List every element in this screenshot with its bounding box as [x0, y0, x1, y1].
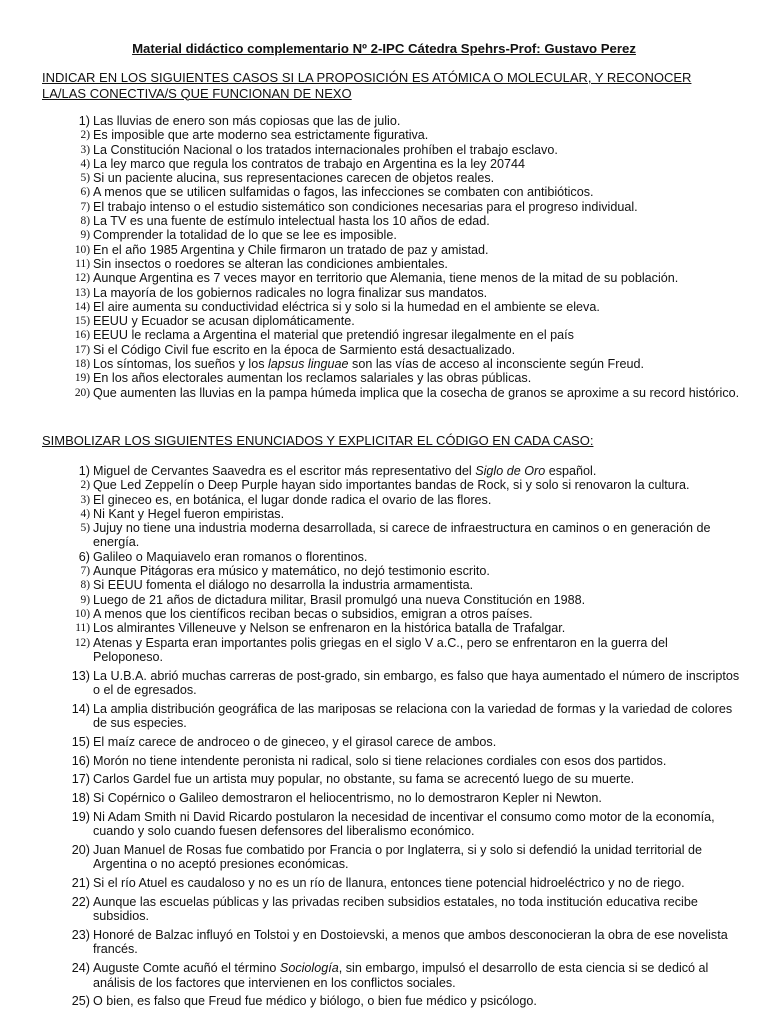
item-number: 13)	[71, 668, 90, 683]
section1-item	[0, 243, 768, 257]
item-text: Los síntomas, los sueños y los lapsus linguae son las vías de acceso al inconsciente según Freud.	[93, 357, 644, 372]
item-number: 15)	[71, 734, 90, 749]
item-number: 15)	[74, 315, 90, 328]
section1-item	[0, 214, 768, 228]
item-number: 8)	[80, 579, 90, 592]
section1-item	[0, 157, 768, 171]
item-text: La mayoría de los gobiernos radicales no logra finalizar sus mandatos.	[93, 285, 488, 300]
item-text: Si Copérnico o Galileo demostraron el heliocentrismo, no lo demostraron Kepler ni Newton.	[93, 791, 602, 806]
item-text: A menos que los científicos reciban becas o subsidios, emigran a otros países.	[93, 606, 533, 621]
section1-item	[0, 286, 768, 300]
item-text: Es imposible que arte moderno sea estrictamente figurativa.	[93, 128, 429, 143]
item-text: Carlos Gardel fue un artista muy popular, no obstante, su fama se acrecentó luego de su muerte.	[93, 772, 635, 787]
section1-item	[0, 357, 768, 371]
section1-item	[0, 300, 768, 314]
section2-item	[0, 478, 768, 492]
section1-item	[0, 343, 768, 357]
section2-item	[0, 669, 768, 698]
section1-item	[0, 200, 768, 214]
section1-item	[0, 114, 768, 128]
document-title: Material didáctico complementario Nº 2-IPC Cátedra Spehrs-Prof: Gustavo Perez	[132, 41, 636, 56]
item-text: Ni Kant y Hegel fueron empiristas.	[93, 506, 285, 521]
item-text: Aunque Argentina es 7 veces mayor en territorio que Alemania, tiene menos de la mitad de su población.	[93, 271, 679, 286]
item-text: El aire aumenta su conductividad eléctrica si y solo si la humedad en el ambiente se eleva.	[93, 299, 600, 314]
section2-item	[0, 843, 768, 872]
item-text: A menos que se utilicen sulfamidas o fagos, las infecciones se combaten con antibióticos.	[93, 185, 594, 200]
item-number: 13)	[74, 286, 90, 299]
section2-item	[0, 754, 768, 768]
item-text: En los años electorales aumentan los reclamos salariales y las obras públicas.	[93, 371, 532, 386]
section2-item	[0, 521, 768, 550]
item-text: Galileo o Maquiavelo eran romanos o florentinos.	[93, 549, 368, 564]
item-number: 11)	[75, 257, 90, 270]
italic-term: Siglo de Oro	[475, 464, 546, 478]
item-text: Luego de 21 años de dictadura militar, Brasil promulgó una nueva Constitución en 1988.	[93, 592, 586, 607]
item-text: Aunque las escuelas públicas y las privadas reciben subsidios estatales, no toda institución educativa recibe subsidios.	[93, 895, 698, 924]
item-number: 10)	[74, 243, 90, 256]
item-text: La amplia distribución geográfica de las mariposas se relaciona con la variedad de formas y la variedad de colores de sus especies.	[93, 701, 733, 731]
section1-item	[0, 143, 768, 157]
item-text: El maíz carece de androceo o de gineceo, y el girasol carece de ambos.	[93, 734, 497, 749]
item-number: 25)	[71, 994, 90, 1009]
section2-item	[0, 493, 768, 507]
item-number: 23)	[71, 928, 90, 943]
item-text: La U.B.A. abrió muchas carreras de post-grado, sin embargo, es falso que haya aumentado el número de inscriptos o el de egresados.	[93, 668, 740, 697]
section2-item	[0, 735, 768, 749]
item-number: 18)	[74, 358, 90, 371]
item-text: La ley marco que regula los contratos de trabajo en Argentina es la ley 20744	[93, 156, 525, 171]
section2-item	[0, 702, 768, 731]
item-number: 9)	[80, 593, 90, 606]
item-number: 17)	[74, 343, 90, 356]
item-number: 5)	[80, 172, 90, 185]
item-text: Comprender la totalidad de lo que se lee es imposible.	[93, 228, 397, 243]
item-text: Las lluvias de enero son más copiosas que las de julio.	[93, 114, 401, 128]
item-text: Atenas y Esparta eran importantes polis griegas en el siglo V a.C., pero se enfrentaron en la guerra del Peloponeso.	[93, 635, 668, 664]
section2-item	[0, 507, 768, 521]
section1-item	[0, 386, 768, 400]
section1-list	[0, 114, 768, 400]
section2-item	[0, 961, 768, 990]
item-number: 10)	[74, 607, 90, 620]
item-number: 1)	[78, 464, 90, 478]
section1-item	[0, 271, 768, 285]
section1-item	[0, 257, 768, 271]
section2-item	[0, 550, 768, 564]
item-text: Miguel de Cervantes Saavedra es el escritor más representativo del Siglo de Oro español.	[93, 464, 597, 478]
item-text: Que aumenten las lluvias en la pampa húmeda implica que la cosecha de granos se aproxime a su record histórico.	[93, 385, 740, 400]
item-number: 24)	[71, 961, 90, 976]
section1-item	[0, 314, 768, 328]
item-text: Los almirantes Villeneuve y Nelson se enfrenaron en la histórica batalla de Trafalgar.	[93, 621, 566, 636]
section2-item	[0, 578, 768, 592]
item-text: O bien, es falso que Freud fue médico y biólogo, o bien fue médico y psicólogo.	[93, 994, 537, 1009]
section2-item	[0, 994, 768, 1008]
section2-item	[0, 593, 768, 607]
item-number: 7)	[80, 200, 90, 213]
section2-item	[0, 876, 768, 890]
section2-item	[0, 928, 768, 957]
section2-list	[0, 464, 768, 1013]
spacer	[0, 1009, 768, 1014]
item-text: Jujuy no tiene una industria moderna desarrollada, si carece de infraestructura en caminos o en generación de energía.	[93, 521, 711, 550]
item-number: 22)	[71, 895, 90, 910]
item-number: 2)	[80, 129, 90, 142]
section2-item	[0, 636, 768, 665]
section2-item	[0, 791, 768, 805]
item-number: 17)	[71, 772, 90, 787]
item-text: Sin insectos o roedores se alteran las condiciones ambientales.	[93, 256, 448, 271]
item-number: 12)	[74, 636, 90, 649]
item-text: Ni Adam Smith ni David Ricardo postularon la necesidad de incentivar el consumo como motor de la economía, cuando y solo cuando fuesen defensores del liberalismo económico.	[93, 810, 715, 839]
item-text: La TV es una fuente de estímulo intelectual hasta los 10 años de edad.	[93, 214, 490, 229]
item-number: 6)	[78, 549, 90, 564]
item-number: 20)	[71, 843, 90, 858]
section2-item	[0, 810, 768, 839]
section1-item	[0, 228, 768, 242]
item-number: 18)	[71, 791, 90, 806]
section1-item	[0, 328, 768, 342]
item-number: 20)	[74, 386, 90, 399]
item-number: 3)	[80, 143, 90, 156]
item-number: 4)	[80, 507, 90, 520]
item-number: 14)	[71, 701, 90, 716]
item-text: EEUU y Ecuador se acusan diplomáticamente.	[93, 314, 355, 329]
item-number: 7)	[80, 565, 90, 578]
item-text: La Constitución Nacional o los tratados internacionales prohíben el trabajo esclavo.	[93, 142, 558, 157]
item-text: En el año 1985 Argentina y Chile firmaron un tratado de paz y amistad.	[93, 242, 489, 257]
section2-item	[0, 772, 768, 786]
item-text: Si el río Atuel es caudaloso y no es un río de llanura, entonces tiene potencial hidroeléctrico y no de riego.	[93, 876, 685, 891]
item-number: 14)	[74, 300, 90, 313]
section2-item	[0, 464, 768, 478]
item-number: 6)	[80, 186, 90, 199]
section1-item	[0, 185, 768, 199]
item-text: Si el Código Civil fue escrito en la época de Sarmiento está desactualizado.	[93, 342, 516, 357]
item-number: 11)	[75, 622, 90, 635]
item-number: 9)	[80, 229, 90, 242]
item-number: 16)	[74, 329, 90, 342]
item-text: El gineceo es, en botánica, el lugar donde radica el ovario de las flores.	[93, 492, 492, 507]
item-text: Aunque Pitágoras era músico y matemático, no dejó testimonio escrito.	[93, 564, 490, 579]
section1-item	[0, 371, 768, 385]
section2-item	[0, 895, 768, 924]
item-text: Que Led Zeppelín o Deep Purple hayan sido importantes bandas de Rock, si y solo si renovaron la cultura.	[93, 478, 690, 493]
section1-item	[0, 171, 768, 185]
item-text: Morón no tiene intendente peronista ni radical, solo si tiene relaciones cordiales con esos dos partidos.	[93, 753, 667, 768]
item-number: 19)	[71, 810, 90, 825]
section2-item	[0, 621, 768, 635]
section1-heading: INDICAR EN LOS SIGUIENTES CASOS SI LA PROPOSICIÓN ES ATÓMICA O MOLECULAR, Y RECONOCER LA/LAS CONECTIVA/S QUE FUNCIONAN DE NEXO	[42, 70, 692, 101]
section2-item	[0, 607, 768, 621]
section1-item	[0, 128, 768, 142]
item-number: 5)	[80, 522, 90, 535]
item-number: 16)	[71, 753, 90, 768]
item-number: 4)	[80, 157, 90, 170]
item-text: Si un paciente alucina, sus representaciones carecen de objetos reales.	[93, 171, 495, 186]
item-text: Juan Manuel de Rosas fue combatido por Francia o por Inglaterra, si y solo si defendió la unidad territorial de Argentina o no aceptó presiones económicas.	[93, 843, 703, 872]
item-text: El trabajo intenso o el estudio sistemático son condiciones necesarias para el progreso individual.	[93, 199, 638, 214]
item-text: Honoré de Balzac influyó en Tolstoi y en Dostoievski, a menos que ambos desconocieran la obra de ese novelista francés.	[93, 928, 728, 957]
item-text: Si EEUU fomenta el diálogo no desarrolla la industria armamentista.	[93, 578, 474, 593]
item-number: 12)	[74, 272, 90, 285]
item-number: 19)	[74, 372, 90, 385]
italic-term: lapsus linguae	[268, 357, 349, 372]
item-text: Auguste Comte acuñó el término Sociología, sin embargo, impulsó el desarrollo de esta ciencia si se dedicó al análisis de los factores que intervienen en los conflictos sociales.	[93, 961, 709, 990]
section2-item	[0, 564, 768, 578]
item-number: 1)	[78, 114, 90, 128]
italic-term: Sociología	[279, 961, 339, 976]
item-number: 2)	[80, 479, 90, 492]
section2-heading: SIMBOLIZAR LOS SIGUIENTES ENUNCIADOS Y EXPLICITAR EL CÓDIGO EN CADA CASO:	[42, 433, 594, 448]
item-number: 8)	[80, 215, 90, 228]
item-text: EEUU le reclama a Argentina el material que pretendió ingresar ilegalmente en el país	[93, 328, 574, 343]
item-number: 21)	[71, 876, 90, 891]
item-number: 3)	[80, 493, 90, 506]
